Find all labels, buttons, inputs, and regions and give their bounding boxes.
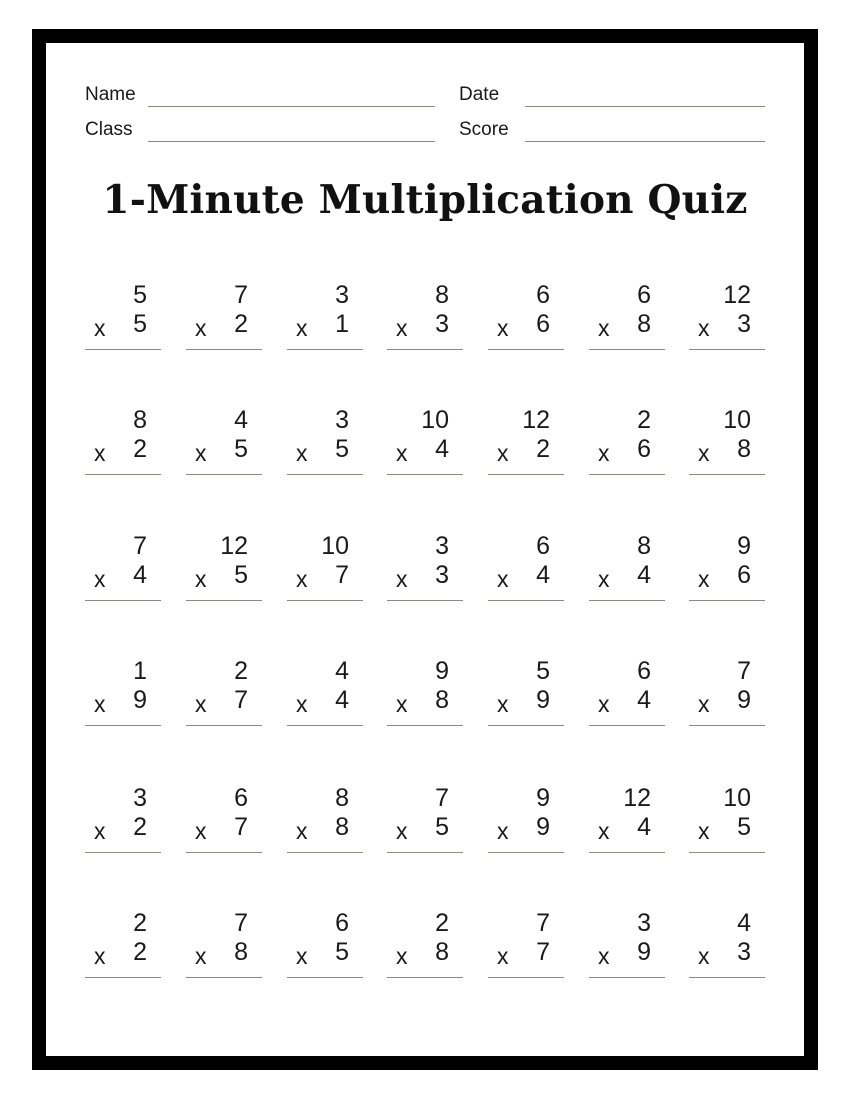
answer-line[interactable] (689, 852, 765, 853)
multiplier: 3 (737, 310, 751, 338)
multiplicand: 8 (435, 281, 449, 309)
problem-5-4 (387, 784, 463, 854)
times-sign: x (396, 943, 408, 969)
multiplicand: 10 (723, 406, 751, 434)
multiplicand: 3 (335, 406, 349, 434)
multiplier: 8 (435, 686, 449, 714)
answer-line[interactable] (689, 474, 765, 475)
problem-3-4 (387, 532, 463, 602)
date-field[interactable] (459, 83, 765, 107)
multiplicand: 10 (723, 784, 751, 812)
problem-5-1 (85, 784, 161, 854)
multiplier: 3 (435, 561, 449, 589)
problem-2-1 (85, 406, 161, 476)
times-sign: x (598, 315, 610, 341)
answer-line[interactable] (186, 349, 262, 350)
answer-line[interactable] (689, 349, 765, 350)
problem-6-5 (488, 909, 564, 979)
multiplicand: 2 (435, 909, 449, 937)
problem-2-5 (488, 406, 564, 476)
answer-line[interactable] (387, 474, 463, 475)
multiplier: 8 (234, 938, 248, 966)
times-sign: x (598, 818, 610, 844)
problem-1-2 (186, 281, 262, 351)
multiplier: 9 (536, 813, 550, 841)
answer-line[interactable] (287, 725, 363, 726)
multiplicand: 8 (133, 406, 147, 434)
times-sign: x (195, 943, 207, 969)
multiplier: 7 (536, 938, 550, 966)
score-field[interactable] (459, 118, 765, 142)
answer-line[interactable] (387, 977, 463, 978)
multiplier: 4 (435, 435, 449, 463)
multiplier: 7 (335, 561, 349, 589)
problem-1-4 (387, 281, 463, 351)
problem-6-2 (186, 909, 262, 979)
multiplicand: 6 (335, 909, 349, 937)
times-sign: x (497, 315, 509, 341)
multiplier: 1 (335, 310, 349, 338)
multiplicand: 2 (133, 909, 147, 937)
multiplier: 4 (335, 686, 349, 714)
answer-line[interactable] (85, 977, 161, 978)
answer-line[interactable] (589, 977, 665, 978)
multiplicand: 3 (335, 281, 349, 309)
answer-line[interactable] (85, 474, 161, 475)
multiplier: 3 (737, 938, 751, 966)
multiplier: 5 (335, 938, 349, 966)
answer-line[interactable] (186, 852, 262, 853)
answer-line[interactable] (488, 977, 564, 978)
times-sign: x (195, 440, 207, 466)
problem-4-5 (488, 657, 564, 727)
answer-line[interactable] (689, 725, 765, 726)
multiplicand: 4 (737, 909, 751, 937)
multiplicand: 7 (234, 909, 248, 937)
times-sign: x (94, 440, 106, 466)
name-field[interactable] (85, 83, 435, 107)
multiplicand: 12 (522, 406, 550, 434)
multiplier: 2 (133, 938, 147, 966)
multiplier: 4 (536, 561, 550, 589)
multiplier: 4 (637, 686, 651, 714)
problem-3-1 (85, 532, 161, 602)
times-sign: x (497, 943, 509, 969)
times-sign: x (296, 943, 308, 969)
multiplicand: 7 (536, 909, 550, 937)
multiplier: 6 (637, 435, 651, 463)
multiplicand: 6 (637, 281, 651, 309)
problem-2-4 (387, 406, 463, 476)
times-sign: x (598, 566, 610, 592)
name-line[interactable] (148, 106, 435, 107)
times-sign: x (296, 818, 308, 844)
multiplicand: 6 (637, 657, 651, 685)
class-label: Class (85, 119, 133, 140)
times-sign: x (497, 691, 509, 717)
multiplier: 5 (234, 435, 248, 463)
times-sign: x (296, 440, 308, 466)
times-sign: x (195, 566, 207, 592)
problem-5-3 (287, 784, 363, 854)
problem-6-3 (287, 909, 363, 979)
problem-1-5 (488, 281, 564, 351)
multiplicand: 10 (321, 532, 349, 560)
multiplicand: 2 (234, 657, 248, 685)
answer-line[interactable] (287, 474, 363, 475)
answer-line[interactable] (689, 977, 765, 978)
answer-line[interactable] (186, 474, 262, 475)
times-sign: x (698, 440, 710, 466)
times-sign: x (396, 691, 408, 717)
times-sign: x (698, 943, 710, 969)
answer-line[interactable] (488, 852, 564, 853)
multiplier: 8 (737, 435, 751, 463)
problem-4-1 (85, 657, 161, 727)
problem-4-2 (186, 657, 262, 727)
times-sign: x (296, 566, 308, 592)
multiplicand: 12 (623, 784, 651, 812)
problem-5-5 (488, 784, 564, 854)
times-sign: x (195, 691, 207, 717)
name-label: Name (85, 84, 136, 105)
times-sign: x (94, 943, 106, 969)
multiplicand: 3 (133, 784, 147, 812)
multiplier: 5 (435, 813, 449, 841)
times-sign: x (195, 315, 207, 341)
answer-line[interactable] (589, 725, 665, 726)
multiplicand: 6 (234, 784, 248, 812)
times-sign: x (698, 566, 710, 592)
times-sign: x (698, 691, 710, 717)
multiplier: 5 (737, 813, 751, 841)
multiplicand: 12 (220, 532, 248, 560)
problem-1-3 (287, 281, 363, 351)
page-title: 1-Minute Multiplication Quiz (102, 177, 748, 223)
multiplier: 9 (737, 686, 751, 714)
multiplier: 8 (335, 813, 349, 841)
answer-line[interactable] (488, 600, 564, 601)
times-sign: x (598, 943, 610, 969)
answer-line[interactable] (186, 725, 262, 726)
problem-2-6 (589, 406, 665, 476)
multiplicand: 1 (133, 657, 147, 685)
problem-4-7 (689, 657, 765, 727)
multiplicand: 8 (335, 784, 349, 812)
multiplicand: 3 (637, 909, 651, 937)
multiplier: 6 (536, 310, 550, 338)
multiplicand: 7 (737, 657, 751, 685)
problem-3-2 (186, 532, 262, 602)
problem-1-1 (85, 281, 161, 351)
problem-3-6 (589, 532, 665, 602)
problem-5-7 (689, 784, 765, 854)
multiplier: 2 (133, 435, 147, 463)
multiplier: 8 (435, 938, 449, 966)
times-sign: x (497, 818, 509, 844)
multiplicand: 6 (536, 532, 550, 560)
problem-2-7 (689, 406, 765, 476)
times-sign: x (497, 440, 509, 466)
multiplicand: 4 (335, 657, 349, 685)
multiplier: 3 (435, 310, 449, 338)
answer-line[interactable] (287, 600, 363, 601)
answer-line[interactable] (186, 600, 262, 601)
multiplier: 4 (637, 561, 651, 589)
multiplicand: 3 (435, 532, 449, 560)
answer-line[interactable] (689, 600, 765, 601)
date-line[interactable] (525, 106, 765, 107)
score-label: Score (459, 119, 509, 140)
multiplier: 2 (234, 310, 248, 338)
problem-6-7 (689, 909, 765, 979)
answer-line[interactable] (488, 474, 564, 475)
answer-line[interactable] (287, 977, 363, 978)
problem-6-4 (387, 909, 463, 979)
multiplicand: 7 (234, 281, 248, 309)
multiplier: 5 (335, 435, 349, 463)
times-sign: x (296, 315, 308, 341)
times-sign: x (94, 315, 106, 341)
answer-line[interactable] (387, 725, 463, 726)
multiplier: 7 (234, 813, 248, 841)
multiplier: 7 (234, 686, 248, 714)
multiplier: 4 (133, 561, 147, 589)
multiplier: 9 (536, 686, 550, 714)
times-sign: x (396, 440, 408, 466)
answer-line[interactable] (589, 852, 665, 853)
answer-line[interactable] (186, 977, 262, 978)
problem-4-3 (287, 657, 363, 727)
multiplier: 5 (133, 310, 147, 338)
answer-line[interactable] (85, 349, 161, 350)
problem-3-7 (689, 532, 765, 602)
multiplicand: 12 (723, 281, 751, 309)
multiplier: 9 (133, 686, 147, 714)
answer-line[interactable] (287, 349, 363, 350)
problem-2-2 (186, 406, 262, 476)
times-sign: x (195, 818, 207, 844)
multiplier: 8 (637, 310, 651, 338)
answer-line[interactable] (85, 725, 161, 726)
multiplicand: 10 (421, 406, 449, 434)
answer-line[interactable] (589, 600, 665, 601)
times-sign: x (396, 315, 408, 341)
times-sign: x (94, 566, 106, 592)
multiplier: 2 (133, 813, 147, 841)
answer-line[interactable] (287, 852, 363, 853)
multiplier: 2 (536, 435, 550, 463)
problem-4-6 (589, 657, 665, 727)
multiplicand: 5 (133, 281, 147, 309)
answer-line[interactable] (387, 600, 463, 601)
times-sign: x (94, 691, 106, 717)
multiplier: 6 (737, 561, 751, 589)
problem-6-1 (85, 909, 161, 979)
answer-line[interactable] (85, 852, 161, 853)
times-sign: x (698, 818, 710, 844)
answer-line[interactable] (387, 852, 463, 853)
multiplicand: 9 (536, 784, 550, 812)
times-sign: x (698, 315, 710, 341)
answer-line[interactable] (488, 349, 564, 350)
times-sign: x (94, 818, 106, 844)
multiplicand: 8 (637, 532, 651, 560)
times-sign: x (396, 566, 408, 592)
problem-2-3 (287, 406, 363, 476)
multiplicand: 7 (133, 532, 147, 560)
multiplicand: 5 (536, 657, 550, 685)
times-sign: x (497, 566, 509, 592)
multiplier: 5 (234, 561, 248, 589)
score-line[interactable] (525, 141, 765, 142)
problem-3-3 (287, 532, 363, 602)
multiplicand: 6 (536, 281, 550, 309)
problem-5-6 (589, 784, 665, 854)
answer-line[interactable] (387, 349, 463, 350)
problem-1-6 (589, 281, 665, 351)
problem-3-5 (488, 532, 564, 602)
multiplier: 4 (637, 813, 651, 841)
times-sign: x (598, 691, 610, 717)
multiplicand: 7 (435, 784, 449, 812)
problem-6-6 (589, 909, 665, 979)
problem-5-2 (186, 784, 262, 854)
multiplicand: 2 (637, 406, 651, 434)
multiplier: 9 (637, 938, 651, 966)
answer-line[interactable] (589, 474, 665, 475)
times-sign: x (598, 440, 610, 466)
problem-1-7 (689, 281, 765, 351)
times-sign: x (296, 691, 308, 717)
answer-line[interactable] (85, 600, 161, 601)
answer-line[interactable] (589, 349, 665, 350)
class-field[interactable] (85, 118, 435, 142)
class-line[interactable] (148, 141, 435, 142)
multiplicand: 4 (234, 406, 248, 434)
multiplicand: 9 (435, 657, 449, 685)
problem-4-4 (387, 657, 463, 727)
date-label: Date (459, 84, 500, 105)
multiplicand: 9 (737, 532, 751, 560)
answer-line[interactable] (488, 725, 564, 726)
times-sign: x (396, 818, 408, 844)
